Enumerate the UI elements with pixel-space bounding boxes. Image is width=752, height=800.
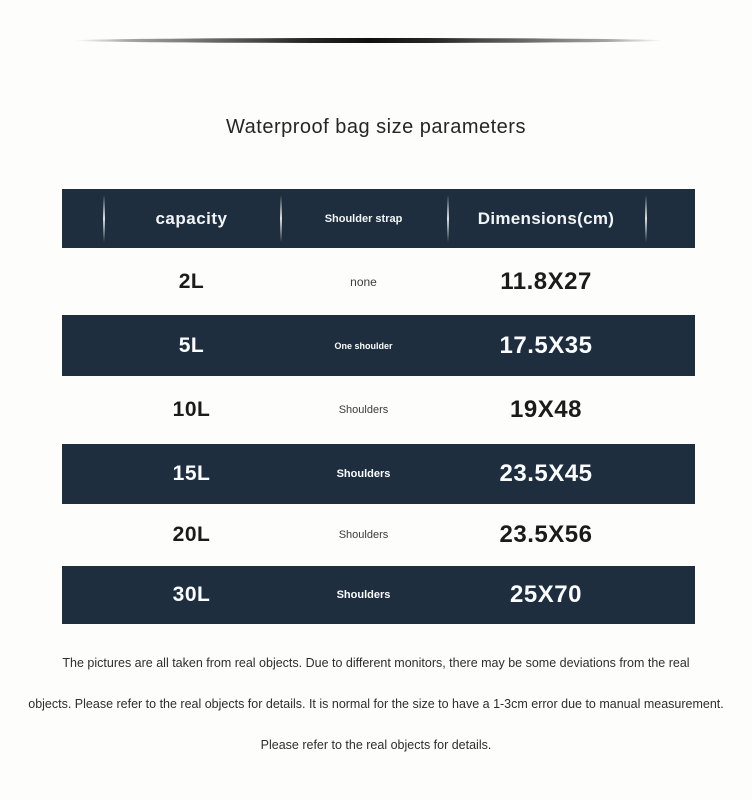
disclaimer-line-3: Please refer to the real objects for details. — [260, 738, 492, 752]
dimensions-value: 17.5X35 — [499, 331, 593, 359]
capacity-value: 5L — [178, 333, 205, 357]
column-header-capacity: capacity — [155, 208, 228, 228]
page-title: Waterproof bag size parameters — [226, 116, 526, 138]
decorative-divider-line — [75, 38, 663, 43]
capacity-value: 20L — [172, 523, 211, 546]
capacity-value: 10L — [172, 398, 211, 421]
header-divider — [280, 195, 282, 242]
dimensions-value: 23.5X45 — [499, 460, 593, 487]
strap-value: One shoulder — [334, 340, 393, 351]
strap-value: Shoulders — [336, 468, 391, 480]
strap-value: none — [350, 274, 377, 289]
size-parameter-table — [62, 189, 695, 624]
dimensions-value: 25X70 — [510, 581, 582, 608]
disclaimer-text — [0, 656, 752, 779]
dimensions-value: 19X48 — [510, 396, 582, 423]
capacity-value: 30L — [172, 583, 211, 606]
table-row — [62, 376, 695, 444]
header-divider — [103, 195, 105, 242]
column-header-shoulder-strap: Shoulder strap — [324, 212, 403, 225]
header-divider — [447, 195, 449, 242]
strap-value: Shoulders — [338, 404, 389, 416]
table-row — [62, 248, 695, 315]
table-row — [62, 444, 695, 504]
table-row — [62, 566, 695, 624]
disclaimer-line-1: The pictures are all taken from real objects. Due to different monitors, there may be some deviations from the real — [62, 656, 690, 670]
strap-value: Shoulders — [338, 529, 389, 541]
strap-value: Shoulders — [336, 589, 391, 601]
header-divider — [645, 195, 647, 242]
capacity-value: 2L — [178, 269, 205, 293]
disclaimer-line-2: objects. Please refer to the real objects for details. It is normal for the size to have a 1-3cm error due to manual measurement. — [28, 697, 724, 711]
dimensions-value: 11.8X27 — [500, 267, 592, 295]
dimensions-value: 23.5X56 — [499, 521, 593, 548]
column-header-dimensions: Dimensions(cm) — [477, 208, 615, 228]
table-row — [62, 315, 695, 376]
table-row — [62, 504, 695, 566]
capacity-value: 15L — [172, 462, 211, 485]
table-header-row — [62, 189, 695, 248]
